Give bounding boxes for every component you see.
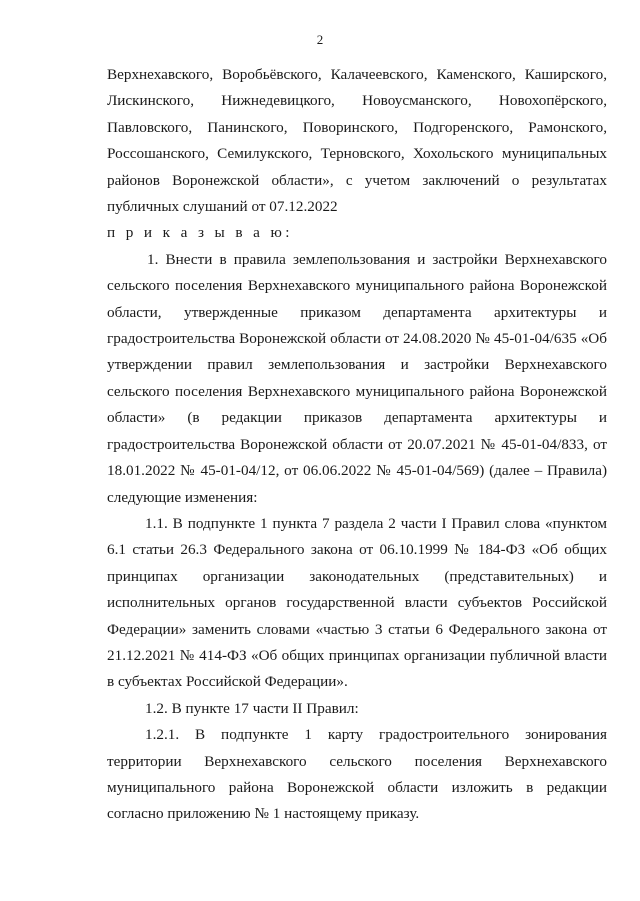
clause-1-1: 1.1. В подпункте 1 пункта 7 раздела 2 части I Правил слова «пунктом 6.1 статьи 26.3 Федерального закона от 06.10.1999 № 184-ФЗ «Об общих принципах организации законодательных (представительных) и исполнительных органов государственной власти субъектов Российской Федерации» заменить словами «частью 3 статьи 6 Федерального закона от 21.12.2021 № 414-ФЗ «Об общих принципах организации публичной власти в субъектах Российской Федерации». [107, 514, 607, 691]
clause-1: 1. Внести в правила землепользования и застройки Верхнехавского сельского поселения Верхнехавского муниципального района Воронежской области, утвержденные приказом департамента архитектуры и градостроительства Воронежской области от 24.08.2020 № 45-01-04/635 «Об утверждении правил землепользования и застройки Верхнехавского сельского поселения Верхнехавского муниципального района Воронежской области» (в редакции приказов департамента архитектуры и градостроительства Воронежской области от 20.07.2021 № 45-01-04/833, от 18.01.2022 № 45-01-04/12, от 06.06.2022 № 45-01-04/569) (далее – Правила) следующие изменения: [107, 250, 607, 506]
page-number: 2 [316, 32, 324, 47]
document-body [107, 62, 607, 828]
intro-paragraph: Верхнехавского, Воробьёвского, Калачеевского, Каменского, Каширского, Лискинского, Нижнедевицкого, Новоусманского, Новохопёрского, Павловского, Панинского, Поворинского, Подгоренского, Рамонского, Россошанского, Семилукского, Терновского, Хохольского муниципальных районов Воронежской области», с учетом заключений о результатах публичных слушаний от 07.12.2022 [107, 66, 607, 216]
clause-1-2-1: 1.2.1. В подпункте 1 карту градостроительного зонирования территории Верхнехавского сельского поселения Верхнехавского муниципального района Воронежской области изложить в редакции согласно приложению № 1 настоящему приказу. [107, 726, 607, 823]
order-heading: п р и к а з ы в а ю: [107, 224, 293, 242]
clause-1-2: 1.2. В пункте 17 части II Правил: [145, 699, 359, 717]
